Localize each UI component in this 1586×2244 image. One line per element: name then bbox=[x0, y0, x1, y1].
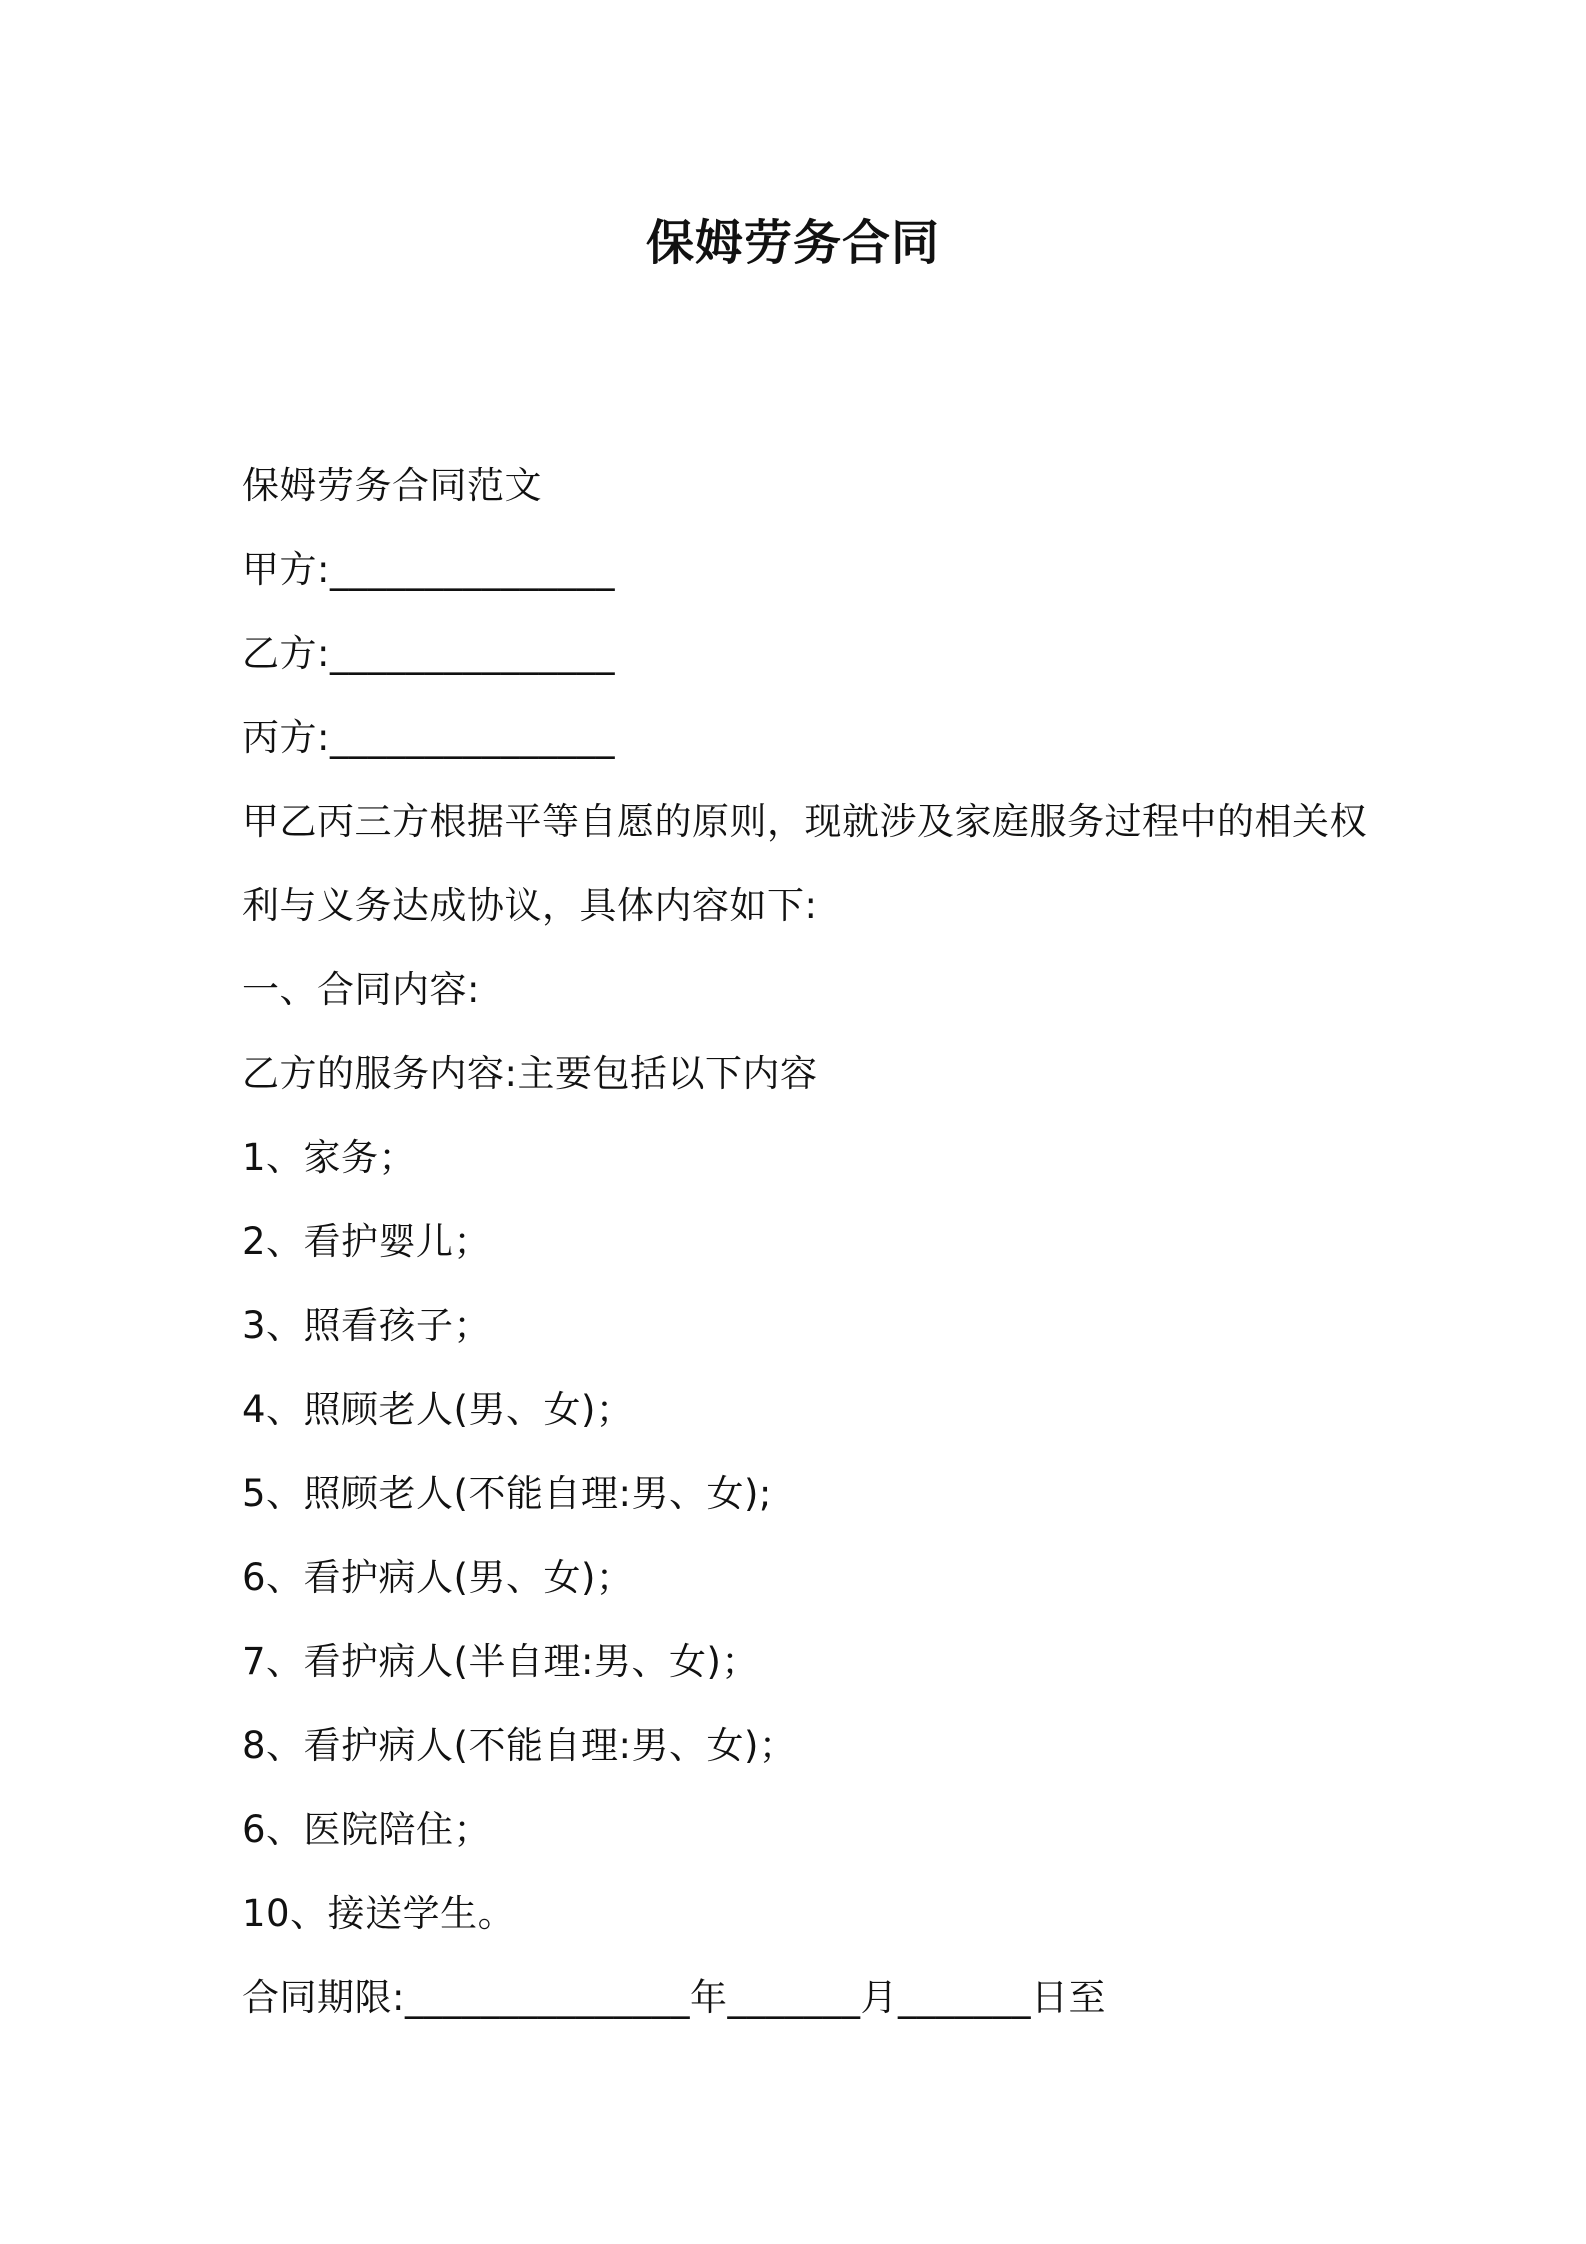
party-a-line: 甲方:_______________ bbox=[242, 548, 615, 591]
party-b-line: 乙方:_______________ bbox=[242, 632, 615, 675]
document-body bbox=[242, 444, 1372, 2040]
party-c-line: 丙方:_______________ bbox=[242, 716, 615, 759]
service-item-6: 6、看护病人(男、女)； bbox=[242, 1556, 634, 1599]
contract-term-line: 合同期限:_______________年_______月_______日至 bbox=[242, 1976, 1106, 2019]
service-item-9: 6、医院陪住； bbox=[242, 1808, 492, 1851]
document-title: 保姆劳务合同 bbox=[645, 215, 940, 271]
service-item-8: 8、看护病人(不能自理:男、女)； bbox=[242, 1724, 797, 1767]
subtitle-line: 保姆劳务合同范文 bbox=[242, 464, 542, 507]
service-intro-line: 乙方的服务内容:主要包括以下内容 bbox=[242, 1052, 818, 1095]
service-item-5: 5、照顾老人(不能自理:男、女); bbox=[242, 1472, 772, 1515]
service-item-3: 3、照看孩子； bbox=[242, 1304, 492, 1347]
service-item-7: 7、看护病人(半自理:男、女)； bbox=[242, 1640, 759, 1683]
intro-line-2: 利与义务达成协议，具体内容如下: bbox=[242, 884, 818, 927]
intro-line-1: 甲乙丙三方根据平等自愿的原则，现就涉及家庭服务过程中的相关权 bbox=[242, 800, 1367, 843]
service-item-10: 10、接送学生。 bbox=[242, 1892, 516, 1935]
section-heading: 一、合同内容: bbox=[242, 968, 480, 1011]
service-item-2: 2、看护婴儿； bbox=[242, 1220, 492, 1263]
service-item-4: 4、照顾老人(男、女)； bbox=[242, 1388, 634, 1431]
service-item-1: 1、家务； bbox=[242, 1136, 417, 1179]
